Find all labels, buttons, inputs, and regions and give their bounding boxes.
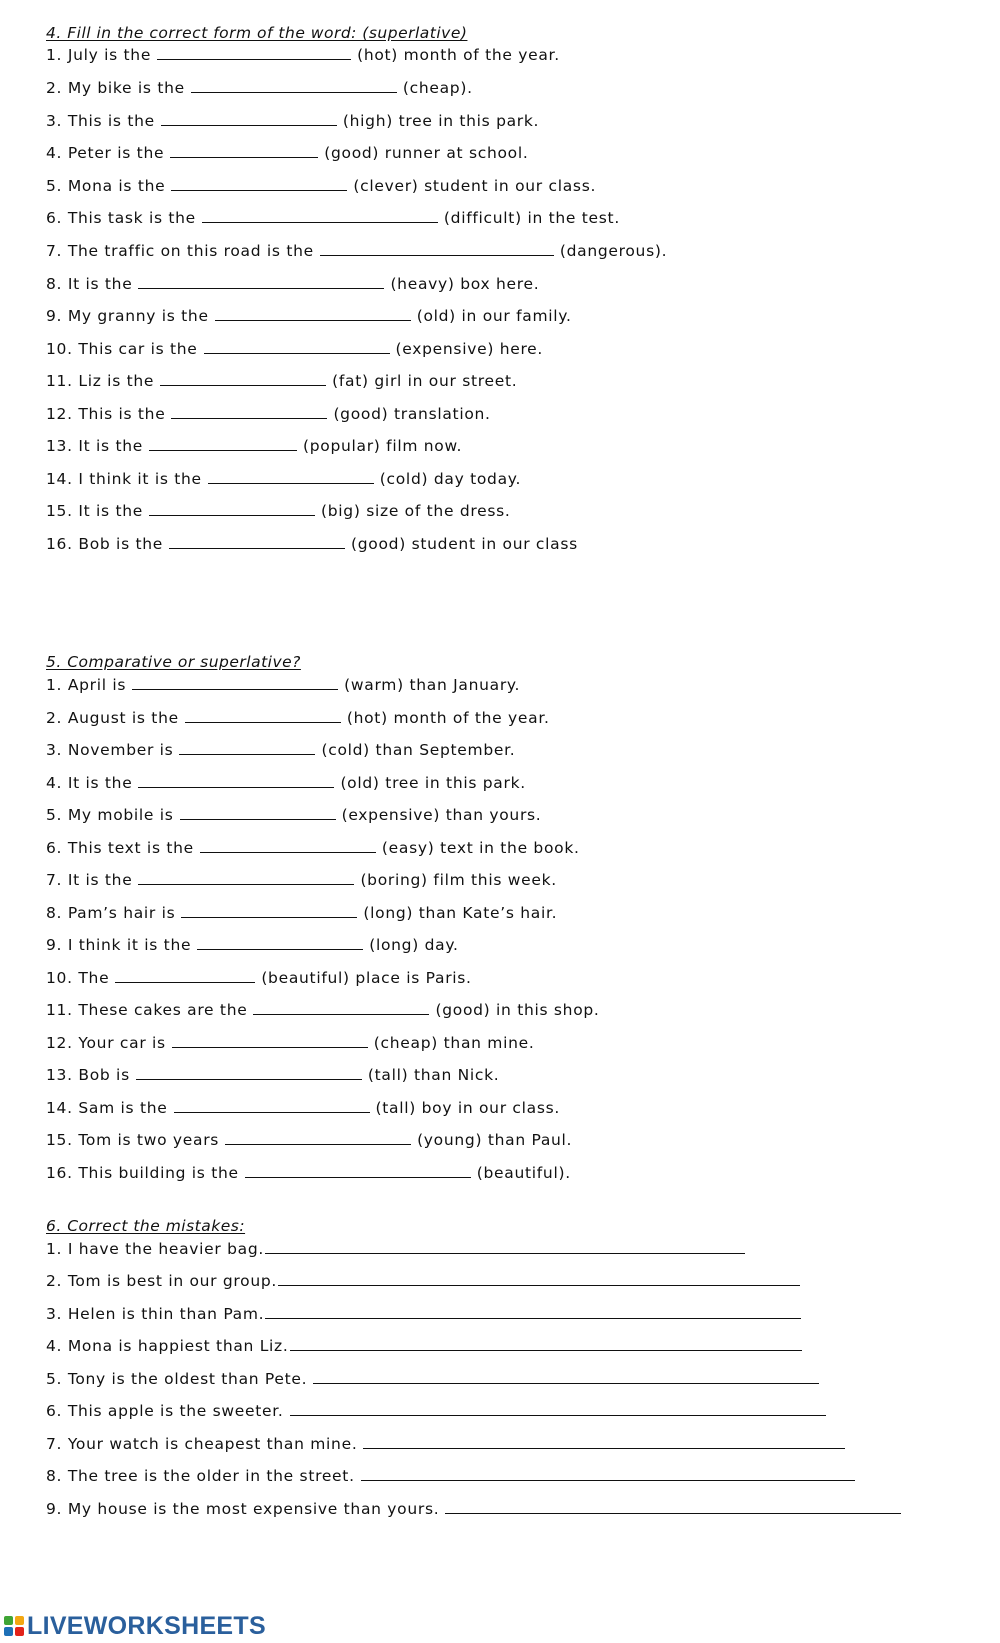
answer-blank[interactable] (445, 1499, 901, 1514)
list-item (46, 176, 596, 198)
item-hint: (heavy) box here. (390, 275, 540, 293)
item-text: 5. My mobile is (46, 806, 174, 824)
liveworksheets-logo[interactable] (4, 1611, 266, 1641)
item-hint: (expensive) than yours. (341, 806, 542, 824)
item-text: 2. August is the (46, 709, 179, 727)
item-hint: (expensive) here. (395, 340, 544, 358)
answer-blank[interactable] (215, 306, 411, 321)
list-item (46, 968, 472, 990)
logo-squares-icon (4, 1616, 24, 1636)
answer-blank[interactable] (265, 1239, 745, 1254)
logo-square-green (4, 1616, 13, 1625)
item-text: 14. I think it is the (46, 470, 202, 488)
list-item (46, 1163, 571, 1185)
answer-blank[interactable] (225, 1130, 411, 1145)
answer-blank[interactable] (181, 903, 357, 918)
item-hint: (clever) student in our class. (353, 177, 597, 195)
list-item (46, 436, 462, 458)
item-text: 6. This apple is the sweeter. (46, 1402, 284, 1420)
item-text: 6. This text is the (46, 839, 194, 857)
item-text: 11. These cakes are the (46, 1001, 248, 1019)
section-6-title: 6. Correct the mistakes: (46, 1217, 246, 1235)
answer-blank[interactable] (171, 404, 327, 419)
item-text: 12. Your car is (46, 1034, 166, 1052)
answer-blank[interactable] (290, 1336, 802, 1351)
answer-blank[interactable] (290, 1401, 826, 1416)
answer-blank[interactable] (115, 968, 255, 983)
item-hint: (young) than Paul. (417, 1131, 573, 1149)
list-item (46, 1271, 806, 1293)
item-text: 8. Pam’s hair is (46, 904, 176, 922)
list-item (46, 935, 459, 957)
item-text: 10. This car is the (46, 340, 198, 358)
answer-blank[interactable] (138, 274, 384, 289)
logo-square-blue (4, 1627, 13, 1636)
item-hint: (tall) boy in our class. (375, 1099, 560, 1117)
item-text: 4. Peter is the (46, 144, 165, 162)
list-item (46, 501, 511, 523)
answer-blank[interactable] (132, 675, 338, 690)
list-item (46, 241, 667, 263)
section-4-title: 4. Fill in the correct form of the word: (superlative) (46, 24, 468, 42)
item-text: 2. My bike is the (46, 79, 185, 97)
item-text: 7. Your watch is cheapest than mine. (46, 1435, 358, 1453)
list-item (46, 208, 620, 230)
item-text: 15. It is the (46, 502, 143, 520)
item-text: 9. My house is the most expensive than yours. (46, 1500, 440, 1518)
item-text: 13. It is the (46, 437, 143, 455)
answer-blank[interactable] (200, 838, 376, 853)
list-item (46, 870, 557, 892)
item-text: 2. Tom is best in our group. (46, 1272, 278, 1290)
item-text: 10. The (46, 969, 110, 987)
list-item (46, 708, 550, 730)
answer-blank[interactable] (179, 740, 315, 755)
list-item (46, 339, 543, 361)
answer-blank[interactable] (204, 339, 390, 354)
list-item (46, 1466, 861, 1488)
answer-blank[interactable] (171, 176, 347, 191)
item-hint: (difficult) in the test. (443, 209, 620, 227)
item-hint: (long) than Kate’s hair. (363, 904, 558, 922)
item-text: 3. November is (46, 741, 174, 759)
list-item (46, 1499, 907, 1521)
item-hint: (easy) text in the book. (381, 839, 580, 857)
item-text: 16. This building is the (46, 1164, 239, 1182)
item-text: 4. Mona is happiest than Liz. (46, 1337, 289, 1355)
item-text: 11. Liz is the (46, 372, 155, 390)
list-item (46, 773, 526, 795)
answer-blank[interactable] (174, 1098, 370, 1113)
item-hint: (cold) day today. (379, 470, 522, 488)
item-text: 1. April is (46, 676, 127, 694)
answer-blank[interactable] (363, 1434, 845, 1449)
item-hint: (high) tree in this park. (342, 112, 540, 130)
item-text: 9. My granny is the (46, 307, 209, 325)
answer-blank[interactable] (160, 371, 326, 386)
list-item (46, 371, 517, 393)
list-item (46, 675, 520, 697)
item-hint: (boring) film this week. (360, 871, 557, 889)
list-item (46, 111, 539, 133)
list-item (46, 1434, 851, 1456)
item-hint: (old) in our family. (416, 307, 572, 325)
item-text: 5. Mona is the (46, 177, 166, 195)
answer-blank[interactable] (170, 143, 318, 158)
answer-blank[interactable] (169, 534, 345, 549)
logo-square-orange (15, 1616, 24, 1625)
item-hint: (cold) than September. (321, 741, 516, 759)
list-item (46, 534, 578, 556)
list-item (46, 1304, 807, 1326)
answer-blank[interactable] (245, 1163, 471, 1178)
answer-blank[interactable] (138, 870, 354, 885)
list-item (46, 805, 541, 827)
item-hint: (good) translation. (333, 405, 491, 423)
item-hint: (good) in this shop. (435, 1001, 600, 1019)
answer-blank[interactable] (278, 1271, 800, 1286)
item-text: 16. Bob is the (46, 535, 164, 553)
item-hint: (hot) month of the year. (357, 46, 560, 64)
item-hint: (beautiful). (476, 1164, 571, 1182)
item-text: 5. Tony is the oldest than Pete. (46, 1370, 308, 1388)
answer-blank[interactable] (191, 78, 397, 93)
section-5-title: 5. Comparative or superlative? (46, 653, 301, 671)
list-item (46, 1239, 751, 1261)
list-item (46, 1065, 499, 1087)
item-hint: (cheap) than mine. (373, 1034, 535, 1052)
item-text: 15. Tom is two years (46, 1131, 220, 1149)
list-item (46, 1130, 572, 1152)
answer-blank[interactable] (197, 935, 363, 950)
answer-blank[interactable] (361, 1466, 855, 1481)
list-item (46, 469, 521, 491)
item-hint: (big) size of the dress. (321, 502, 511, 520)
item-text: 14. Sam is the (46, 1099, 168, 1117)
item-hint: (good) student in our class (351, 535, 578, 553)
answer-blank[interactable] (157, 45, 351, 60)
list-item (46, 740, 515, 762)
item-hint: (tall) than Nick. (367, 1066, 500, 1084)
list-item (46, 306, 572, 328)
answer-blank[interactable] (265, 1304, 801, 1319)
answer-blank[interactable] (136, 1065, 362, 1080)
answer-blank[interactable] (161, 111, 337, 126)
list-item (46, 1000, 600, 1022)
item-hint: (dangerous). (559, 242, 668, 260)
brand-name: LIVEWORKSHEETS (27, 1611, 266, 1640)
item-hint: (beautiful) place is Paris. (261, 969, 472, 987)
list-item (46, 143, 529, 165)
answer-blank[interactable] (253, 1000, 429, 1015)
item-text: 3. Helen is thin than Pam. (46, 1305, 265, 1323)
item-text: 6. This task is the (46, 209, 196, 227)
item-hint: (fat) girl in our street. (332, 372, 518, 390)
item-text: 8. The tree is the older in the street. (46, 1467, 355, 1485)
item-text: 1. July is the (46, 46, 152, 64)
item-hint: (good) runner at school. (324, 144, 529, 162)
answer-blank[interactable] (149, 436, 297, 451)
list-item (46, 1336, 808, 1358)
item-text: 12. This is the (46, 405, 166, 423)
item-hint: (warm) than January. (344, 676, 521, 694)
answer-blank[interactable] (180, 805, 336, 820)
list-item (46, 45, 560, 67)
answer-blank[interactable] (313, 1369, 819, 1384)
answer-blank[interactable] (208, 469, 374, 484)
list-item (46, 1369, 825, 1391)
logo-square-red (15, 1627, 24, 1636)
list-item (46, 404, 491, 426)
item-hint: (old) tree in this park. (340, 774, 526, 792)
item-text: 7. The traffic on this road is the (46, 242, 314, 260)
list-item (46, 1033, 534, 1055)
list-item (46, 903, 557, 925)
list-item (46, 1401, 832, 1423)
item-text: 1. I have the heavier bag. (46, 1240, 265, 1258)
answer-blank[interactable] (138, 773, 334, 788)
item-text: 8. It is the (46, 275, 133, 293)
list-item (46, 838, 580, 860)
item-text: 4. It is the (46, 774, 133, 792)
item-text: 3. This is the (46, 112, 155, 130)
list-item (46, 274, 539, 296)
item-text: 9. I think it is the (46, 936, 192, 954)
item-text: 13. Bob is (46, 1066, 130, 1084)
list-item (46, 78, 473, 100)
answer-blank[interactable] (202, 208, 438, 223)
answer-blank[interactable] (172, 1033, 368, 1048)
answer-blank[interactable] (149, 501, 315, 516)
item-hint: (cheap). (402, 79, 473, 97)
item-hint: (hot) month of the year. (346, 709, 550, 727)
list-item (46, 1098, 560, 1120)
item-hint: (popular) film now. (303, 437, 463, 455)
item-hint: (long) day. (369, 936, 459, 954)
answer-blank[interactable] (320, 241, 554, 256)
item-text: 7. It is the (46, 871, 133, 889)
answer-blank[interactable] (185, 708, 341, 723)
